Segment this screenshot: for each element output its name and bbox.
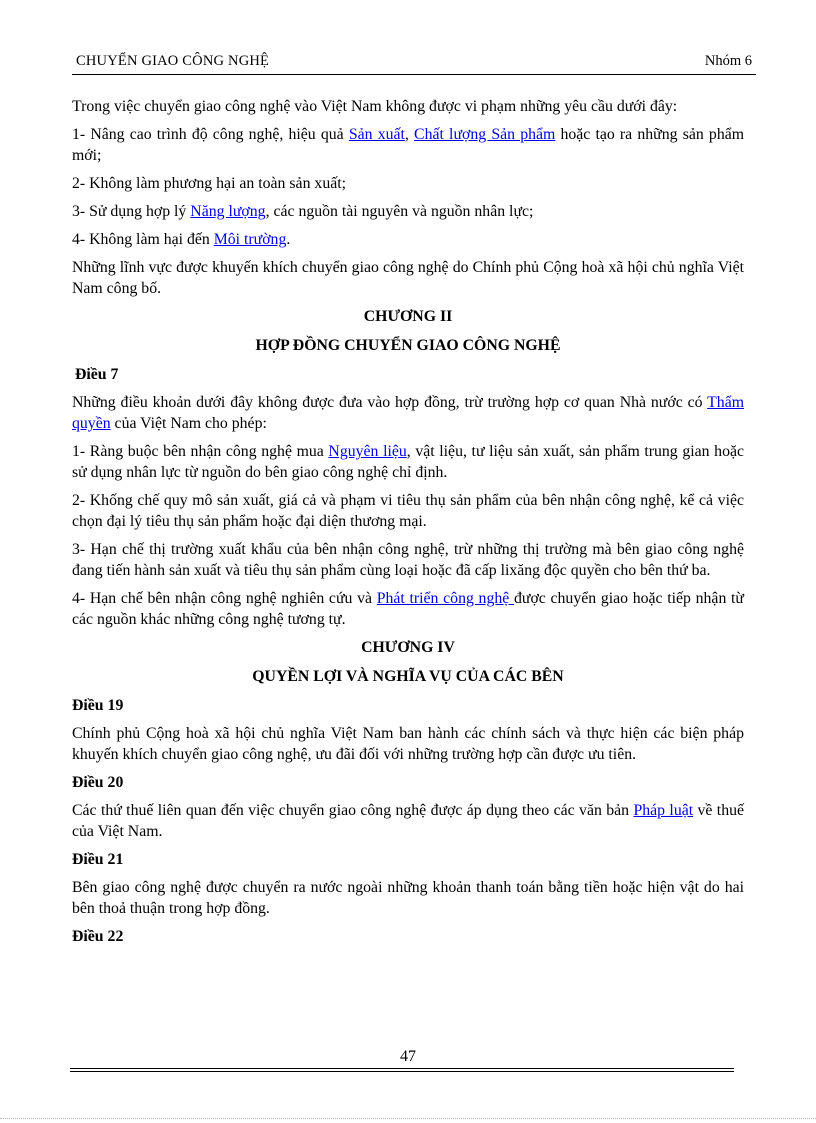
page-header xyxy=(72,53,756,75)
requirement-item-2: 2- Không làm phương hại an toàn sản xuất; xyxy=(72,175,347,192)
chapter-4-title: QUYỀN LỢI VÀ NGHĨA VỤ CỦA CÁC BÊN xyxy=(252,668,564,685)
article-21-title: Điều 21 xyxy=(72,851,124,868)
link-phap-luat[interactable]: Pháp luật xyxy=(633,802,694,819)
link-chat-luong-san-pham[interactable]: Chất lượng Sản phẩm xyxy=(414,126,556,143)
footer-rule-thick xyxy=(70,1068,734,1069)
header-rule xyxy=(72,74,756,75)
page-edge-dotted-line xyxy=(0,1118,816,1119)
link-tham-quyen[interactable]: Thẩm quyền xyxy=(72,394,744,432)
chapter-4-number: CHƯƠNG IV xyxy=(361,639,455,656)
article-7-item-1: 1- Ràng buộc bên nhận công nghệ mua Nguyên liệu, vật liệu, tư liệu sản xuất, sản phẩm trung gian hoặc sử dụng nhân lực từ nguồn do bên giao công nghệ chỉ định. xyxy=(72,443,744,481)
page-number: 47 xyxy=(400,1048,416,1065)
link-san-xuat[interactable]: Sản xuất xyxy=(348,126,405,143)
document-body xyxy=(72,96,744,954)
link-nguyen-lieu[interactable]: Nguyên liệu xyxy=(328,443,407,460)
article-7-title: Điều 7 xyxy=(75,366,119,383)
article-7-item-2: 2- Khống chế quy mô sản xuất, giá cả và phạm vi tiêu thụ sản phẩm của bên nhận công nghệ, kể cả việc chọn đại lý tiêu thụ sản phẩm hoặc đại diện thương mại. xyxy=(72,492,744,530)
requirement-item-3: 3- Sử dụng hợp lý Năng lượng, các nguồn tài nguyên và nguồn nhân lực; xyxy=(72,203,534,220)
intro-paragraph: Trong việc chuyển giao công nghệ vào Việt Nam không được vi phạm những yêu cầu dưới đây: xyxy=(72,98,678,115)
article-20-title: Điều 20 xyxy=(72,774,124,791)
article-19-title: Điều 19 xyxy=(72,697,124,714)
encouraged-fields-paragraph: Những lĩnh vực được khuyến khích chuyển giao công nghệ do Chính phủ Cộng hoà xã hội chủ nghĩa Việt Nam công bố. xyxy=(72,259,744,297)
chapter-2-number: CHƯƠNG II xyxy=(363,308,453,325)
requirement-item-4: 4- Không làm hại đến Môi trường. xyxy=(72,231,291,248)
header-title: CHUYỂN GIAO CÔNG NGHỆ xyxy=(76,53,270,69)
article-7-intro: Những điều khoản dưới đây không được đưa vào hợp đồng, trừ trường hợp cơ quan Nhà nước có Thẩm quyền của Việt Nam cho phép: xyxy=(72,394,744,432)
article-7-item-4: 4- Hạn chế bên nhận công nghệ nghiên cứu và Phát triển công nghệ được chuyển giao hoặc tiếp nhận từ các nguồn khác những công nghệ tương tự. xyxy=(72,590,744,628)
link-phat-trien-cong-nghe[interactable]: Phát triển công nghệ xyxy=(376,590,514,607)
article-21-text: Bên giao công nghệ được chuyển ra nước ngoài những khoản thanh toán bằng tiền hoặc hiện vật do hai bên thoả thuận trong hợp đồng. xyxy=(72,879,744,917)
header-group: Nhóm 6 xyxy=(704,53,752,69)
link-nang-luong[interactable]: Năng lượng xyxy=(190,203,266,220)
link-moi-truong[interactable]: Môi trường xyxy=(213,231,287,248)
chapter-2-title: HỢP ĐỒNG CHUYỂN GIAO CÔNG NGHỆ xyxy=(255,337,561,354)
article-22-title: Điều 22 xyxy=(72,928,124,945)
requirement-item-1: 1- Nâng cao trình độ công nghệ, hiệu quả Sản xuất, Chất lượng Sản phẩm hoặc tạo ra những sản phẩm mới; xyxy=(72,126,745,164)
footer-rule-thin xyxy=(70,1071,734,1072)
article-7-item-3: 3- Hạn chế thị trường xuất khẩu của bên nhận công nghệ, trừ những thị trường mà bên giao công nghệ đang tiến hành sản xuất và tiêu thụ sản phẩm cùng loại hoặc đã cấp lixăng độc quyền cho bên thứ ba. xyxy=(72,541,744,579)
article-19-text: Chính phủ Cộng hoà xã hội chủ nghĩa Việt Nam ban hành các chính sách và thực hiện các biện pháp khuyến khích chuyển giao công nghệ, ưu đãi đối với những trường hợp cần được ưu tiên. xyxy=(72,725,744,763)
article-20-text: Các thứ thuế liên quan đến việc chuyển giao công nghệ được áp dụng theo các văn bản Pháp luật về thuế của Việt Nam. xyxy=(72,802,745,840)
